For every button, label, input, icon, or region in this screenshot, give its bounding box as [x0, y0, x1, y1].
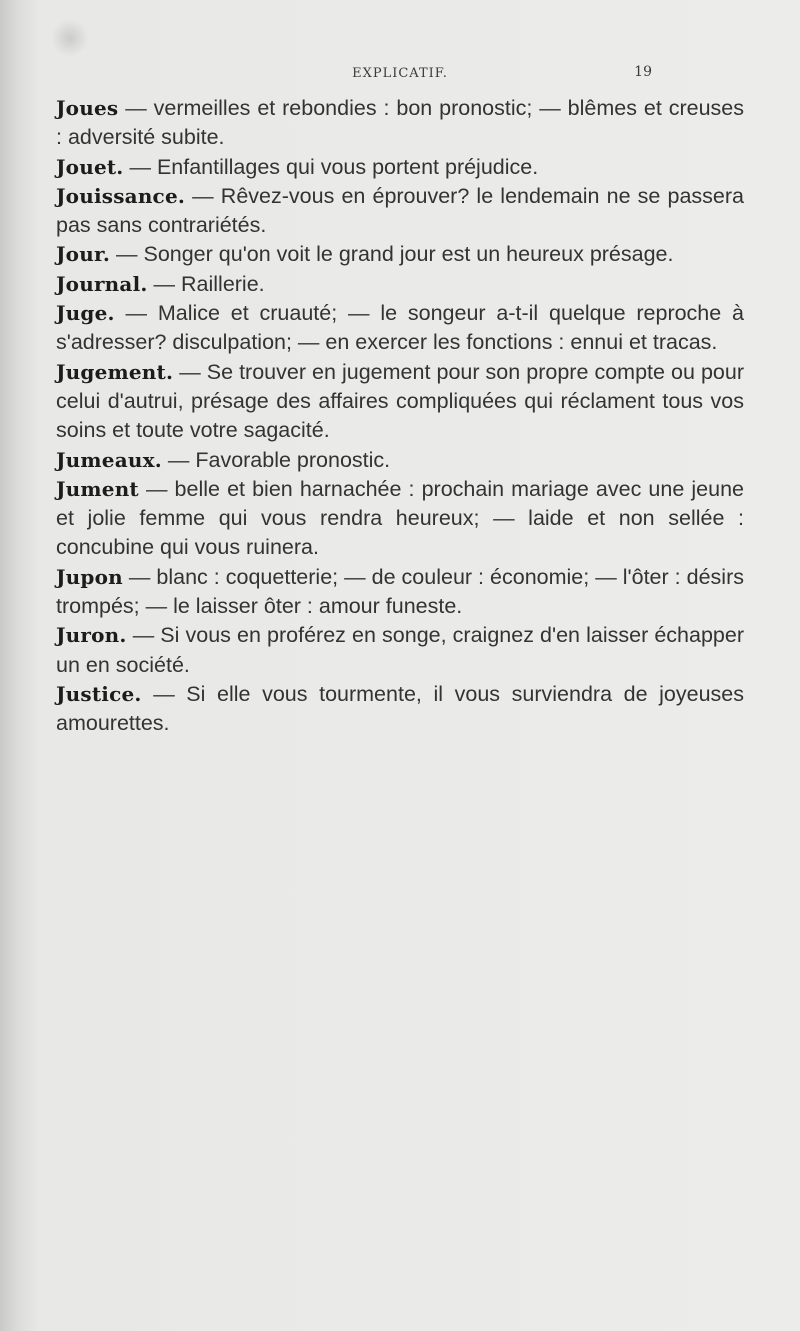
- entry-juge: [56, 299, 744, 358]
- entry-definition: — Songer qu'on voit le grand jour est un heureux présage.: [116, 242, 674, 267]
- entry-definition: — Favorable pronostic.: [167, 447, 391, 472]
- entry-joues: [56, 94, 744, 153]
- entry-term: Journal.: [56, 271, 148, 296]
- entry-jumeaux: [56, 446, 744, 475]
- entry-justice: [56, 680, 744, 739]
- entry-definition: — Enfantillages qui vous portent préjudice.: [129, 154, 539, 179]
- entry-definition: — Rêvez-vous en éprouver? le lendemain ne se passera pas sans contrariétés.: [56, 183, 744, 238]
- page-stain: [52, 18, 88, 58]
- entry-jouissance: [56, 182, 744, 241]
- entry-term: Jour.: [56, 242, 111, 267]
- entry-definition: — Si vous en proférez en songe, craignez d'en laisser échapper un en société.: [56, 623, 744, 677]
- entry-term: Jumeaux.: [56, 447, 162, 472]
- running-title: EXPLICATIF.: [352, 66, 448, 81]
- entry-term: Jument: [56, 476, 139, 501]
- entry-definition: — Se trouver en jugement pour son propre compte ou pour celui d'autrui, présage des affaires compliquées qui réclament tous vos soins et toute votre sagacité.: [56, 359, 744, 443]
- entry-juron: [56, 621, 744, 680]
- page-number: 19: [634, 64, 652, 80]
- dictionary-body: [56, 94, 744, 739]
- entry-jugement: [56, 358, 744, 446]
- entry-term: Jouet.: [56, 154, 124, 179]
- entry-term: Justice.: [56, 681, 142, 706]
- entry-term: Jouissance.: [56, 183, 186, 208]
- entry-jupon: [56, 563, 744, 622]
- entry-term: Jugement.: [56, 359, 174, 384]
- entry-definition: — Malice et cruauté; — le songeur a-t-il quelque reproche à s'adresser? disculpation; — en exercer les fonctions : ennui et tracas.: [56, 301, 744, 355]
- entry-jour: [56, 240, 744, 269]
- entry-journal: [56, 270, 744, 299]
- entry-definition: — vermeilles et rebondies : bon pronostic; — blêmes et creuses : adversité subite.: [56, 96, 744, 150]
- entry-term: Juge.: [56, 301, 115, 326]
- entry-definition: — blanc : coquetterie; — de couleur : économie; — l'ôter : désirs trompés; — le laisser ôter : amour funeste.: [56, 564, 744, 619]
- entry-definition: — Raillerie.: [153, 271, 265, 296]
- entry-jouet: [56, 153, 744, 182]
- page-header: [56, 62, 744, 90]
- entry-term: Jupon: [56, 564, 123, 589]
- entry-term: Joues: [56, 96, 119, 120]
- entry-term: Juron.: [56, 623, 127, 648]
- entry-definition: — belle et bien harnachée : prochain mariage avec une jeune et jolie femme qui vous rendra heureux; — laide et non sellée : concubine qui vous ruinera.: [56, 476, 744, 560]
- entry-jument: [56, 475, 744, 563]
- entry-definition: — Si elle vous tourmente, il vous surviendra de joyeuses amourettes.: [56, 681, 744, 736]
